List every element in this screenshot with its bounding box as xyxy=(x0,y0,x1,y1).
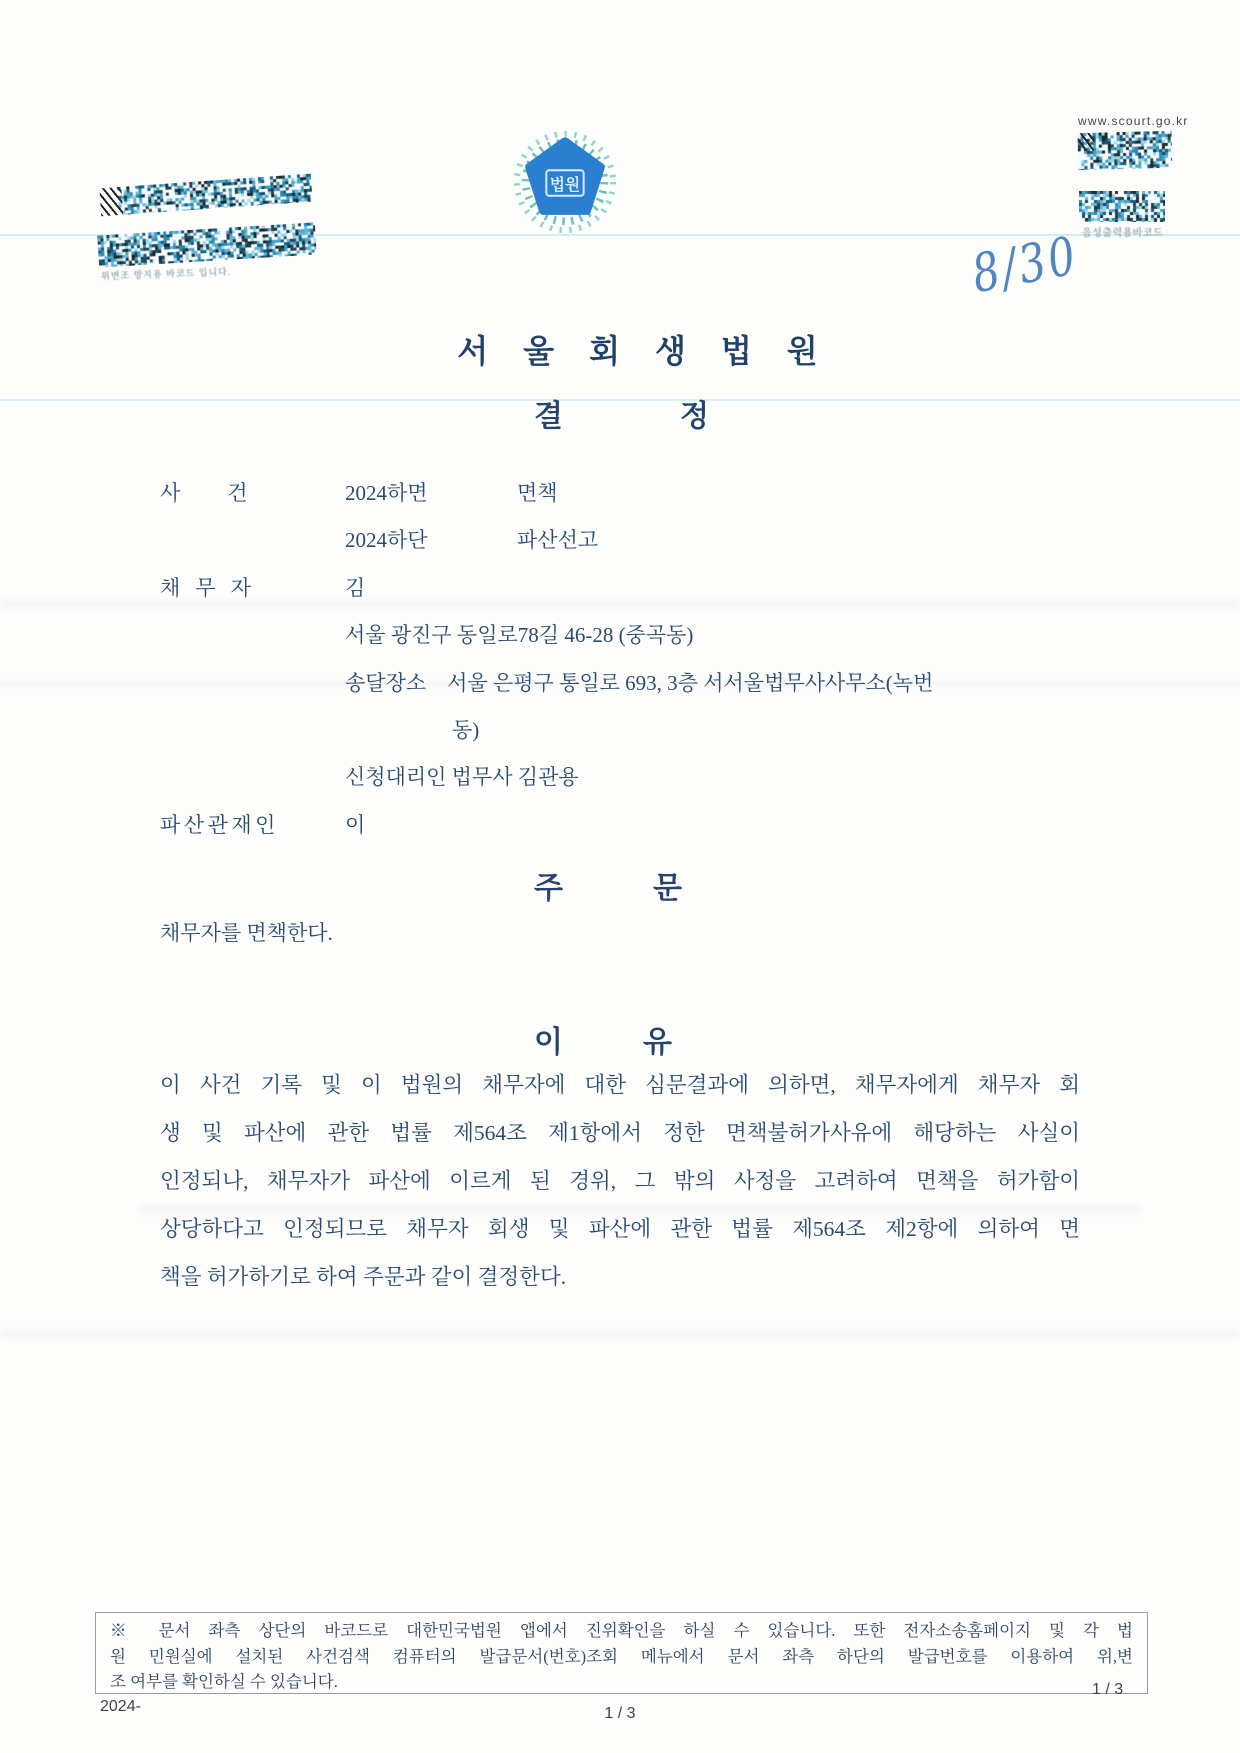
barcode-noise xyxy=(117,174,312,215)
representative: 신청대리인 법무사 김관용 xyxy=(345,765,579,790)
reason-line: 인정되나, 채무자가 파산에 이르게 된 경위, 그 밖의 사정을 고려하여 면책을 허가함이 xyxy=(160,1169,1080,1193)
reason-line: 책을 허가하기로 하여 주문과 같이 결정한다. xyxy=(160,1265,567,1289)
seal-label: 법원 xyxy=(549,176,581,194)
service-address-row xyxy=(160,707,1100,754)
issue-number: 2024- xyxy=(100,1698,141,1715)
address-row xyxy=(160,612,1100,659)
notice-line: ※ 문서 좌측 상단의 바코드로 대한민국법원 앱에서 진위확인을 하실 수 있습니다. 또한 전자소송홈페이지 및 각 법 xyxy=(110,1621,1133,1640)
case-value xyxy=(345,470,558,517)
reason-heading: 이유 xyxy=(534,1026,752,1059)
case-value xyxy=(345,517,598,564)
reason-line: 생 및 파산에 관한 법률 제564조 제1항에서 정한 면책불허가사유에 해당하는 사실이 xyxy=(160,1121,1080,1145)
court-seal xyxy=(505,126,623,238)
debtor-address: 서울 광진구 동일로78길 46-28 (중곡동) xyxy=(345,623,694,648)
reason-line: 상당하다고 인정되므로 채무자 회생 및 파산에 관한 법률 제564조 제2항에 의하여 면 xyxy=(160,1217,1080,1241)
notice-line: 원 민원실에 설치된 사건검색 컴퓨터의 발급문서(번호)조회 메뉴에서 문서 좌측 하단의 발급번호를 이용하여 위,변 xyxy=(110,1646,1133,1666)
reason-line: 이 사건 기록 및 이 법원의 채무자에 대한 심문결과에 의하면, 채무자에게 채무자 회 xyxy=(160,1073,1080,1097)
case-row xyxy=(160,470,1100,517)
barcode-noise xyxy=(1079,191,1165,222)
right-barcode-caption: 음성출력용바코드 xyxy=(1082,228,1164,239)
verification-notice-box xyxy=(95,1612,1148,1694)
barcode-start-hatch-icon xyxy=(1078,133,1094,151)
case-label: 사건 xyxy=(160,481,295,505)
court-name-title: 서울회생법원 xyxy=(457,333,853,369)
case-type: 파산선고 xyxy=(517,528,599,553)
representative-row xyxy=(160,754,1100,801)
service-address-row xyxy=(160,660,1100,707)
order-body: 채무자를 면책한다. xyxy=(160,921,333,945)
debtor-label: 채무자 xyxy=(160,575,266,600)
anti-forgery-barcode-bottom xyxy=(97,222,317,267)
reason-paragraph xyxy=(160,1061,1080,1301)
decision-title: 결정 xyxy=(534,400,826,433)
service-address-line2: 동) xyxy=(452,718,480,743)
page-number-right: 1 / 3 xyxy=(1092,1681,1124,1698)
barcode-noise xyxy=(97,222,317,267)
notice-line: 조 여부를 확인하실 수 있습니다. xyxy=(110,1672,338,1691)
court-url: www.scourt.go.kr xyxy=(1078,114,1189,128)
scan-smudge xyxy=(0,1330,1240,1338)
trustee-name: 이 xyxy=(345,812,366,837)
order-heading: 주문 xyxy=(534,872,772,905)
barcode-start-hatch-icon xyxy=(99,187,123,216)
print-barcode-top xyxy=(1078,131,1173,170)
debtor-row xyxy=(160,565,1100,612)
case-number: 2024하면 xyxy=(345,481,428,505)
case-info-block xyxy=(160,470,1100,849)
service-address-line1: 송달장소 서울 은평구 통일로 693, 3층 서서울법무사사무소(녹번 xyxy=(345,670,934,695)
page-number-center: 1 / 3 xyxy=(604,1705,636,1722)
trustee-row xyxy=(160,802,1100,849)
case-number: 2024하단 xyxy=(345,528,428,553)
case-row xyxy=(160,517,1100,564)
handwritten-date-note: 8/30 xyxy=(967,224,1084,305)
voice-output-barcode xyxy=(1079,191,1165,222)
case-type: 면책 xyxy=(517,481,558,505)
left-barcode-caption: 위변조 방지용 바코드 입니다. xyxy=(100,266,232,282)
anti-forgery-barcode-top xyxy=(99,174,312,217)
debtor-name: 김 xyxy=(345,575,366,600)
trustee-label: 파산관재인 xyxy=(160,812,279,837)
